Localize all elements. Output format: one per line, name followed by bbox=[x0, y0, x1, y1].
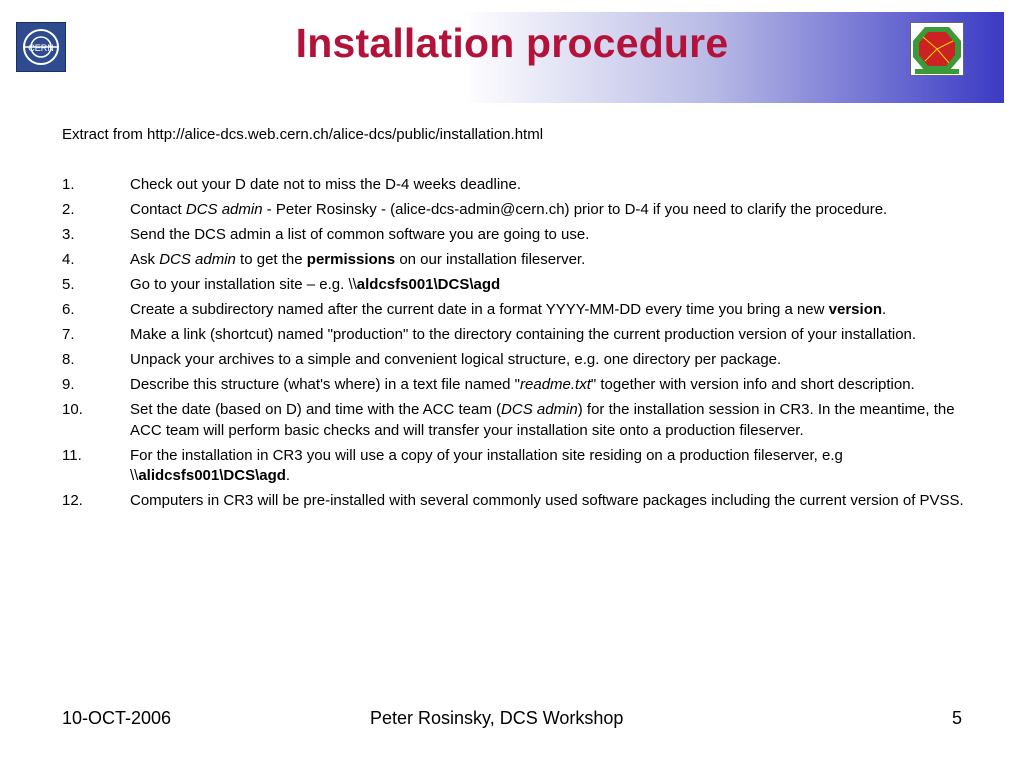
list-item bbox=[62, 491, 972, 512]
step-text-italic: DCS admin bbox=[185, 201, 263, 218]
step-number: 12. bbox=[62, 492, 83, 509]
list-item bbox=[62, 300, 972, 321]
step-number: 4. bbox=[62, 251, 75, 268]
list-item bbox=[62, 446, 972, 487]
step-text-bold: aldcsfs001\DCS\agd bbox=[356, 276, 501, 293]
step-text: " together with version info and short description. bbox=[590, 376, 915, 393]
step-text: For the installation in CR3 you will use a copy of your installation site residing on a production fileserver, e.g \\ bbox=[130, 446, 843, 484]
step-text: ) for the installation session in CR3. In the meantime, the ACC team will perform basic checks and will transfer your installation site onto a production fileserver. bbox=[130, 401, 955, 439]
step-text-bold: alidcsfs001\DCS\agd bbox=[138, 467, 286, 484]
step-number: 10. bbox=[62, 401, 83, 418]
step-number: 7. bbox=[62, 326, 75, 343]
footer-author: Peter Rosinsky, DCS Workshop bbox=[370, 708, 624, 728]
list-item bbox=[62, 225, 972, 246]
step-text: Send the DCS admin a list of common software you are going to use. bbox=[130, 226, 590, 243]
step-number: 6. bbox=[62, 301, 75, 318]
step-number: 5. bbox=[62, 276, 75, 293]
step-number: 8. bbox=[62, 351, 75, 368]
list-item bbox=[62, 400, 972, 441]
list-item bbox=[62, 325, 972, 346]
slide-title: Installation procedure bbox=[295, 20, 729, 66]
step-text-italic: readme.txt bbox=[520, 376, 591, 393]
list-item bbox=[62, 200, 972, 221]
footer-date: 10-OCT-2006 bbox=[62, 708, 172, 728]
step-text: Go to your installation site – e.g. \\ bbox=[130, 276, 357, 293]
list-item bbox=[62, 250, 972, 271]
step-text: Computers in CR3 will be pre-installed with several commonly used software packages including the current version of PVSS. bbox=[130, 492, 964, 509]
step-text: . bbox=[882, 301, 887, 318]
step-text: Describe this structure (what's where) in a text file named " bbox=[130, 376, 521, 393]
step-text: Make a link (shortcut) named "production" to the directory containing the current production version of your installation. bbox=[130, 326, 917, 343]
step-text-bold: permissions bbox=[306, 251, 396, 268]
step-text: Check out your D date not to miss the D-4 weeks deadline. bbox=[130, 176, 522, 193]
step-text: Create a subdirectory named after the current date in a format YYYY-MM-DD every time you bring a new bbox=[130, 301, 829, 318]
step-text: on our installation fileserver. bbox=[395, 251, 586, 268]
step-number: 2. bbox=[62, 201, 75, 218]
alice-logo bbox=[910, 22, 964, 76]
list-item bbox=[62, 375, 972, 396]
step-text: Unpack your archives to a simple and convenient logical structure, e.g. one directory per package. bbox=[130, 351, 782, 368]
step-text: Set the date (based on D) and time with the ACC team ( bbox=[130, 401, 502, 418]
step-number: 9. bbox=[62, 376, 75, 393]
list-item bbox=[62, 350, 972, 371]
list-item bbox=[62, 275, 972, 296]
step-text: Ask bbox=[130, 251, 160, 268]
step-text: - Peter Rosinsky - (alice-dcs-admin@cern.ch) prior to D-4 if you need to clarify the procedure. bbox=[262, 201, 888, 218]
alice-logo-icon bbox=[911, 23, 963, 75]
step-text: Contact bbox=[130, 201, 186, 218]
page-number: 5 bbox=[952, 708, 963, 728]
svg-text:CERN: CERN bbox=[28, 43, 54, 53]
step-number: 11. bbox=[62, 446, 82, 464]
step-number: 3. bbox=[62, 226, 75, 243]
installation-steps bbox=[62, 175, 972, 516]
step-text-bold: version bbox=[828, 301, 883, 318]
step-text: to get the bbox=[235, 251, 307, 268]
step-text-italic: DCS admin bbox=[159, 251, 236, 268]
intro-text: Extract from http://alice-dcs.web.cern.ch/alice-dcs/public/installation.html bbox=[62, 126, 544, 143]
step-number: 1. bbox=[62, 176, 75, 193]
step-text: . bbox=[285, 467, 291, 484]
step-text-italic: DCS admin bbox=[501, 401, 578, 418]
list-item bbox=[62, 175, 972, 196]
